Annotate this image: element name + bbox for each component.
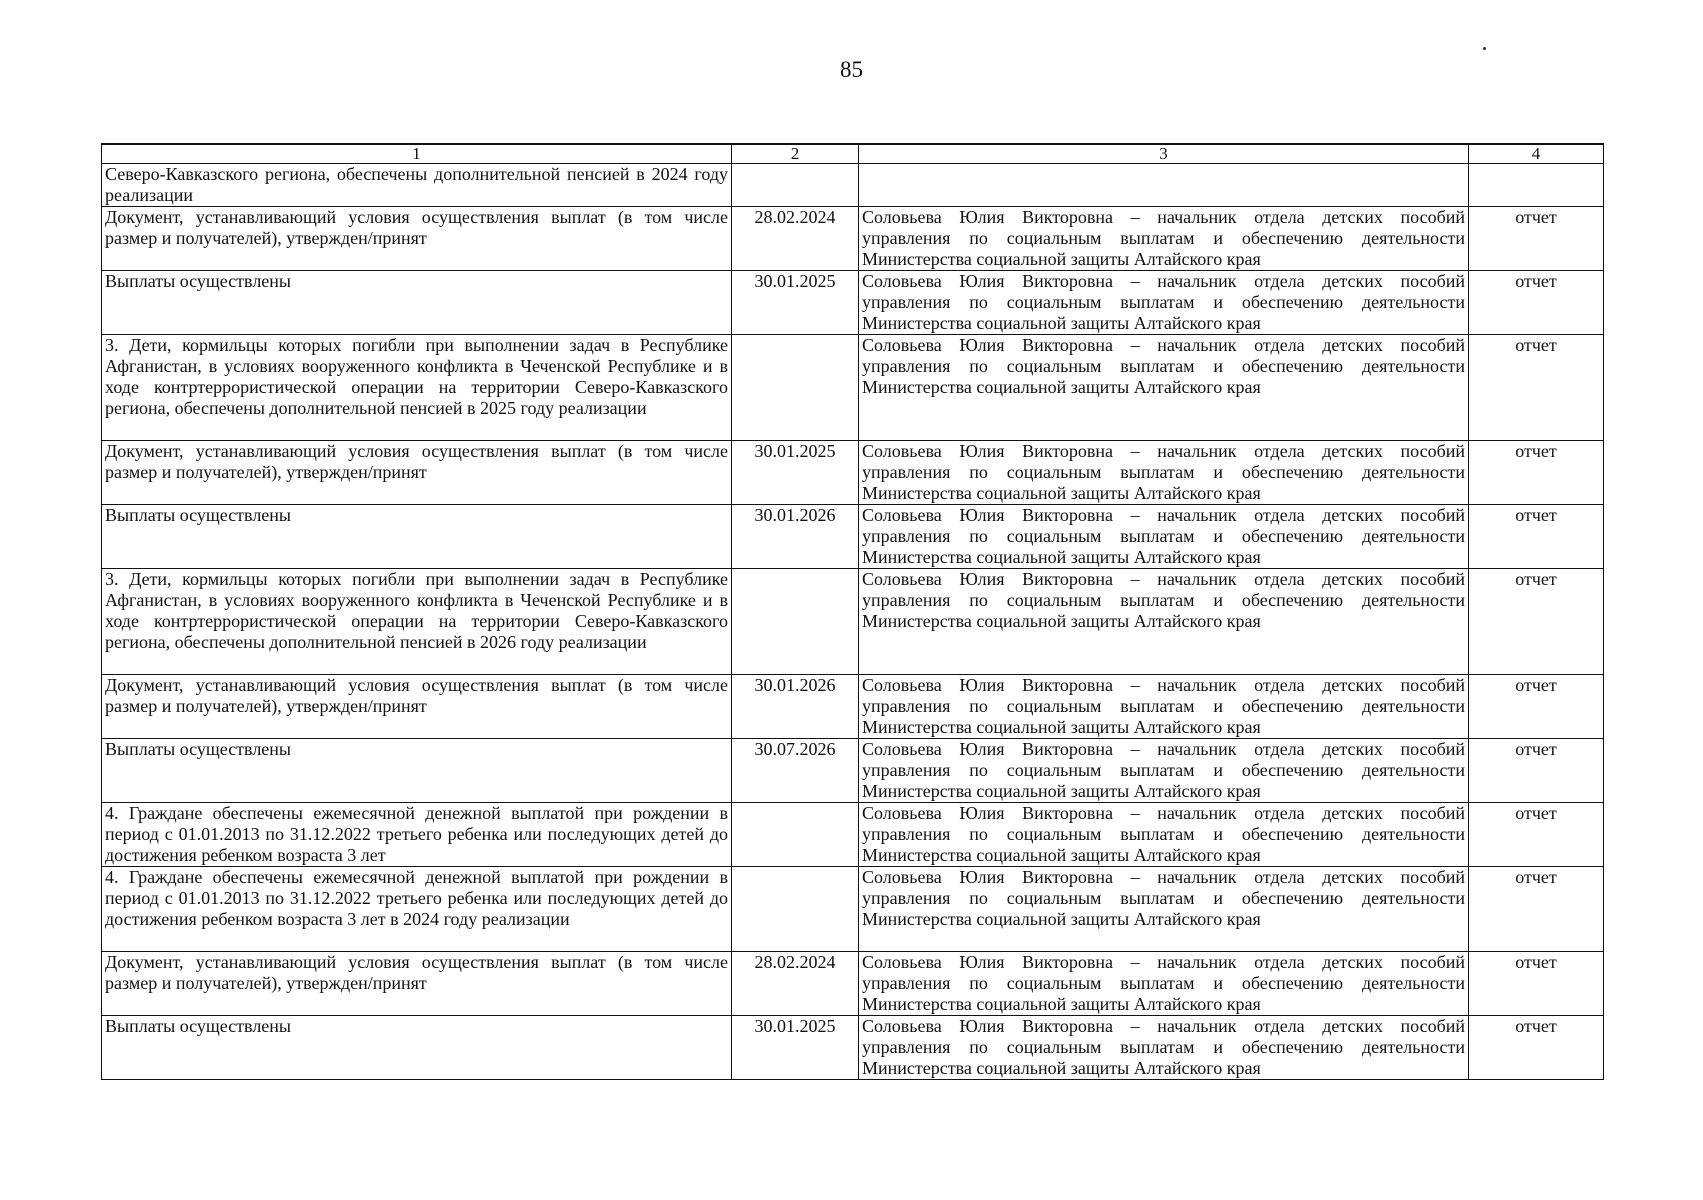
row-result: отчет (1469, 867, 1604, 952)
row-date (732, 335, 859, 441)
row-result: отчет (1469, 739, 1604, 803)
row-result: отчет (1469, 271, 1604, 335)
row-result: отчет (1469, 441, 1604, 505)
table-row (102, 1016, 1604, 1080)
row-description: Документ, устанавливающий условия осуществления выплат (в том числе размер и получателей), утвержден/принят (102, 675, 732, 739)
row-result: отчет (1469, 207, 1604, 271)
row-description: Документ, устанавливающий условия осуществления выплат (в том числе размер и получателей), утвержден/принят (102, 441, 732, 505)
row-date: 28.02.2024 (732, 207, 859, 271)
table-row (102, 739, 1604, 803)
row-result: отчет (1469, 569, 1604, 675)
table-row (102, 952, 1604, 1016)
row-responsible: Соловьева Юлия Викторовна – начальник отдела детских пособий управления по социальным выплатам и обеспечению деятельности Министерства социальной защиты Алтайского края (859, 867, 1469, 952)
row-result (1469, 164, 1604, 207)
table-row (102, 335, 1604, 441)
row-date: 30.01.2026 (732, 505, 859, 569)
row-responsible: Соловьева Юлия Викторовна – начальник отдела детских пособий управления по социальным выплатам и обеспечению деятельности Министерства социальной защиты Алтайского края (859, 335, 1469, 441)
row-description: 3. Дети, кормильцы которых погибли при выполнении задач в Республике Афганистан, в условиях вооруженного конфликта в Чеченской Республике и в ходе контртеррористической операции на территории Северо-Кавказского региона, обеспечены дополнительной пенсией в 2025 году реализации (102, 335, 732, 441)
row-description: 4. Граждане обеспечены ежемесячной денежной выплатой при рождении в период с 01.01.2013 по 31.12.2022 третьего ребенка или последующих детей до достижения ребенком возраста 3 лет (102, 803, 732, 867)
row-result: отчет (1469, 505, 1604, 569)
row-responsible: Соловьева Юлия Викторовна – начальник отдела детских пособий управления по социальным выплатам и обеспечению деятельности Министерства социальной защиты Алтайского края (859, 739, 1469, 803)
table-row (102, 164, 1604, 207)
row-description: 3. Дети, кормильцы которых погибли при выполнении задач в Республике Афганистан, в условиях вооруженного конфликта в Чеченской Республике и в ходе контртеррористической операции на территории Северо-Кавказского региона, обеспечены дополнительной пенсией в 2026 году реализации (102, 569, 732, 675)
row-description: Выплаты осуществлены (102, 505, 732, 569)
row-result: отчет (1469, 952, 1604, 1016)
table-row (102, 207, 1604, 271)
row-date (732, 569, 859, 675)
row-date: 28.02.2024 (732, 952, 859, 1016)
row-responsible: Соловьева Юлия Викторовна – начальник отдела детских пособий управления по социальным выплатам и обеспечению деятельности Министерства социальной защиты Алтайского края (859, 271, 1469, 335)
table-row (102, 505, 1604, 569)
table-row (102, 271, 1604, 335)
row-responsible: Соловьева Юлия Викторовна – начальник отдела детских пособий управления по социальным выплатам и обеспечению деятельности Министерства социальной защиты Алтайского края (859, 675, 1469, 739)
row-responsible: Соловьева Юлия Викторовна – начальник отдела детских пособий управления по социальным выплатам и обеспечению деятельности Министерства социальной защиты Алтайского края (859, 1016, 1469, 1080)
row-date: 30.07.2026 (732, 739, 859, 803)
row-description: Выплаты осуществлены (102, 1016, 732, 1080)
table-row (102, 867, 1604, 952)
row-result: отчет (1469, 803, 1604, 867)
row-date (732, 803, 859, 867)
row-description: 4. Граждане обеспечены ежемесячной денежной выплатой при рождении в период с 01.01.2013 по 31.12.2022 третьего ребенка или последующих детей до достижения ребенком возраста 3 лет в 2024 году реализации (102, 867, 732, 952)
row-responsible (859, 164, 1469, 207)
row-description: Выплаты осуществлены (102, 739, 732, 803)
row-responsible: Соловьева Юлия Викторовна – начальник отдела детских пособий управления по социальным выплатам и обеспечению деятельности Министерства социальной защиты Алтайского края (859, 952, 1469, 1016)
row-responsible: Соловьева Юлия Викторовна – начальник отдела детских пособий управления по социальным выплатам и обеспечению деятельности Министерства социальной защиты Алтайского края (859, 207, 1469, 271)
row-description: Документ, устанавливающий условия осуществления выплат (в том числе размер и получателей), утвержден/принят (102, 207, 732, 271)
row-date: 30.01.2025 (732, 1016, 859, 1080)
row-result: отчет (1469, 335, 1604, 441)
row-date: 30.01.2025 (732, 271, 859, 335)
header-col-1: 1 (102, 144, 732, 164)
table-row (102, 803, 1604, 867)
table-row (102, 675, 1604, 739)
row-responsible: Соловьева Юлия Викторовна – начальник отдела детских пособий управления по социальным выплатам и обеспечению деятельности Министерства социальной защиты Алтайского края (859, 803, 1469, 867)
row-date: 30.01.2025 (732, 441, 859, 505)
report-table (101, 143, 1604, 1080)
row-date: 30.01.2026 (732, 675, 859, 739)
row-result: отчет (1469, 675, 1604, 739)
scan-dot-mark (1483, 47, 1486, 50)
row-date (732, 867, 859, 952)
header-col-3: 3 (859, 144, 1469, 164)
header-row (102, 144, 1604, 164)
row-date (732, 164, 859, 207)
table-row (102, 569, 1604, 675)
row-description: Северо-Кавказского региона, обеспечены дополнительной пенсией в 2024 году реализации (102, 164, 732, 207)
row-result: отчет (1469, 1016, 1604, 1080)
row-description: Документ, устанавливающий условия осуществления выплат (в том числе размер и получателей), утвержден/принят (102, 952, 732, 1016)
header-col-4: 4 (1469, 144, 1604, 164)
table-row (102, 441, 1604, 505)
page-number: 85 (840, 57, 863, 82)
row-description: Выплаты осуществлены (102, 271, 732, 335)
row-responsible: Соловьева Юлия Викторовна – начальник отдела детских пособий управления по социальным выплатам и обеспечению деятельности Министерства социальной защиты Алтайского края (859, 569, 1469, 675)
row-responsible: Соловьева Юлия Викторовна – начальник отдела детских пособий управления по социальным выплатам и обеспечению деятельности Министерства социальной защиты Алтайского края (859, 441, 1469, 505)
header-col-2: 2 (732, 144, 859, 164)
row-responsible: Соловьева Юлия Викторовна – начальник отдела детских пособий управления по социальным выплатам и обеспечению деятельности Министерства социальной защиты Алтайского края (859, 505, 1469, 569)
